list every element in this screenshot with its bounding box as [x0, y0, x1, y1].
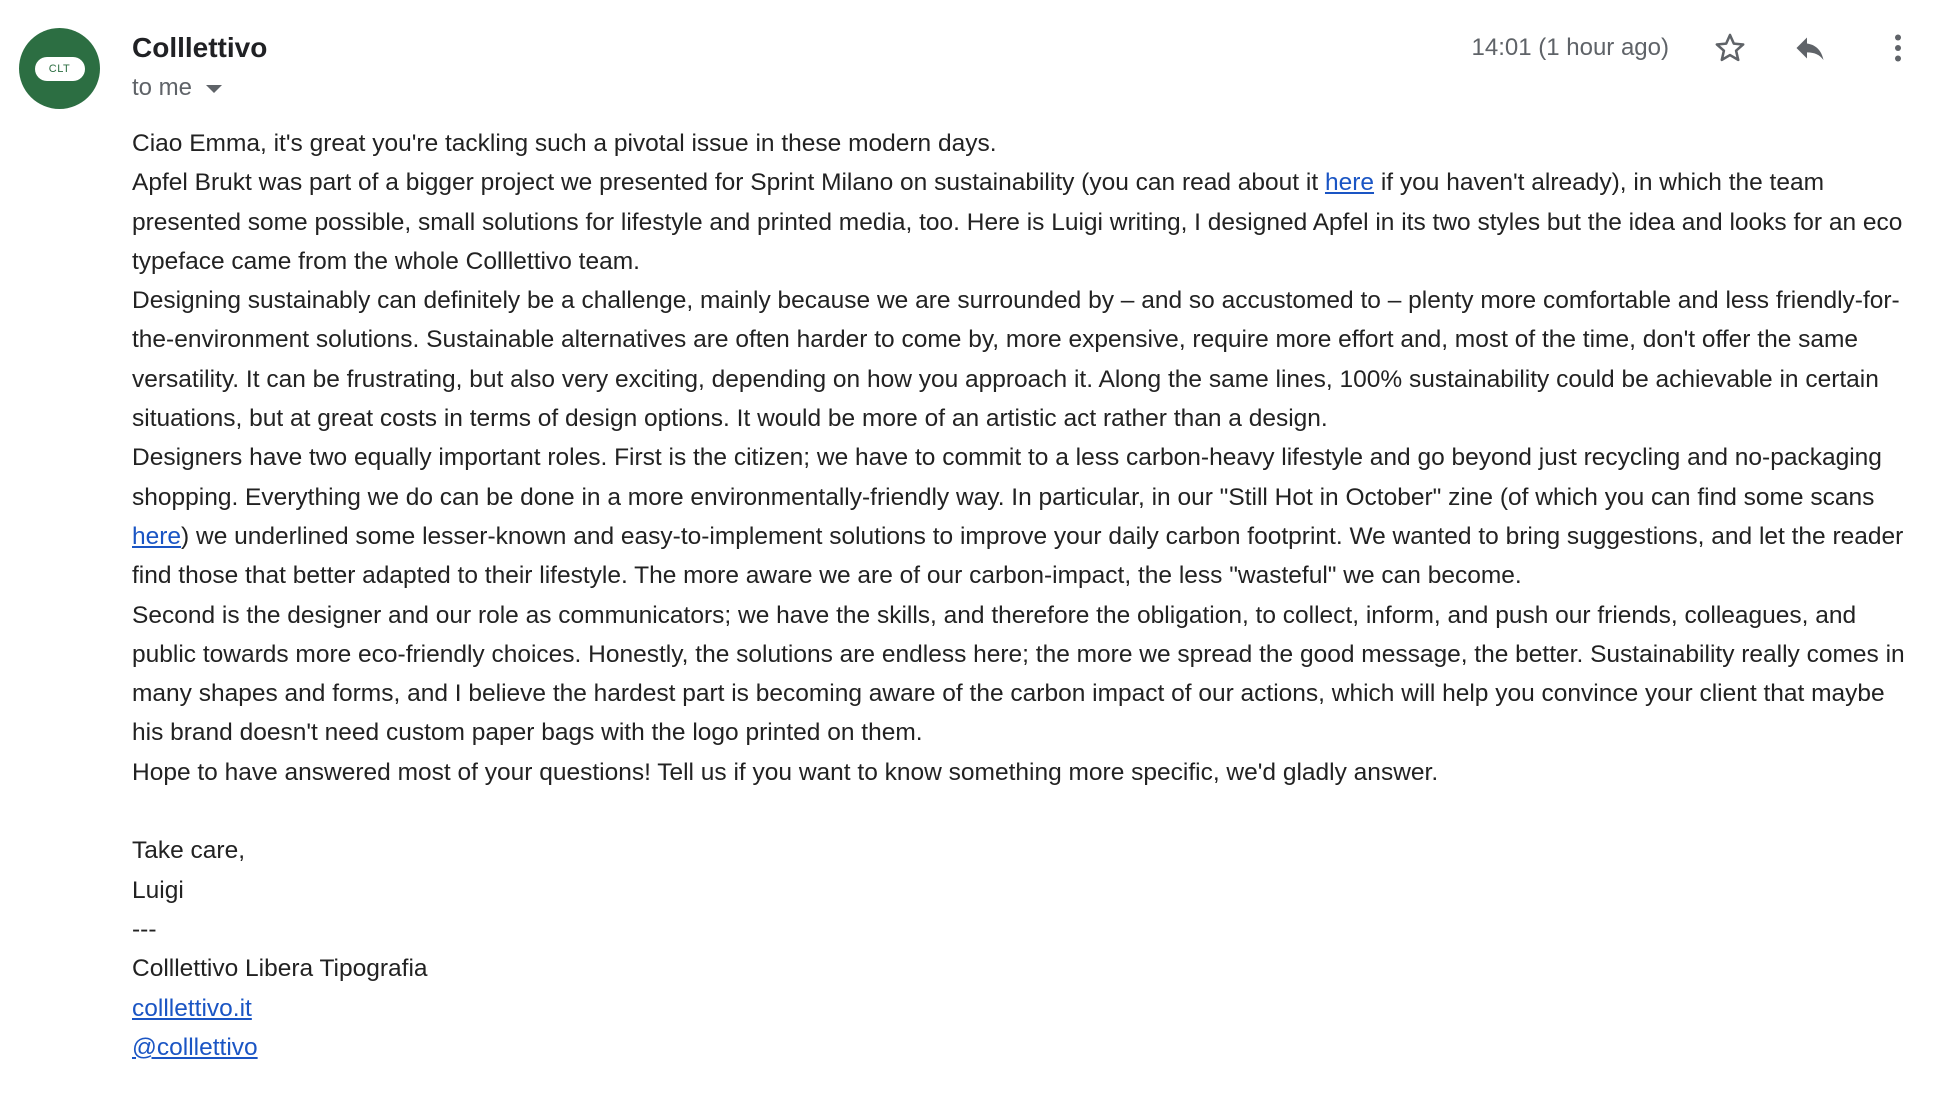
- signature-name: Luigi: [132, 876, 184, 904]
- blank-line: [132, 792, 1912, 831]
- project-here-link[interactable]: here: [1324, 169, 1375, 197]
- signature-org: Colllettivo Libera Tipografia: [132, 955, 428, 983]
- paragraph-sustainability: Designing sustainably can definitely be a challenge, mainly because we are surrounded by – and so accustomed to – plenty more comfortable and less friendly-for-the-environment solutions. Sustainable alternatives are often harder to come by, more expensive, require more effort and, most of the time, don't offer the same versatility. It can be frustrating, but also very exciting, depending on how you approach it. Along the same lines, 100% sustainability could be achievable in certain situations, but at great costs in terms of design options. It would be more of an artistic act rather than a design.: [132, 287, 1900, 433]
- signature-closing: Take care,: [132, 837, 246, 865]
- signature-handle-line: [132, 1028, 1912, 1067]
- paragraph-roles-text-1: Designers have two equally important roles. First is the citizen; we have to commit to a less carbon-heavy lifestyle and go beyond just recycling and no-packaging shopping. Everything we do can be done in a more environmentally-friendly way. In particular, in our "Still Hot in October" zine (of which you can find some scans: [132, 444, 1882, 511]
- star-icon: [1713, 31, 1747, 65]
- more-options-button[interactable]: [1874, 24, 1922, 72]
- recipient-details-toggle[interactable]: [132, 72, 222, 104]
- zine-here-link[interactable]: here: [132, 522, 182, 550]
- signature-separator: ---: [132, 915, 157, 943]
- avatar-logo: [35, 57, 85, 81]
- reply-icon: [1792, 30, 1828, 66]
- paragraph-roles-text-2: ) we underlined some lesser-known and easy-to-implement solutions to improve your daily carbon footprint. We wanted to bring suggestions, and let the reader find those that better adapted to their lifestyle. The more aware we are of our carbon-impact, the less "wasteful" we can become.: [132, 522, 1904, 590]
- social-handle-link[interactable]: @colllettivo: [132, 1033, 258, 1061]
- paragraph-closing: Hope to have answered most of your questions! Tell us if you want to know something more specific, we'd gladly answer.: [132, 758, 1439, 786]
- reply-button[interactable]: [1786, 24, 1834, 72]
- paragraph-project: [132, 163, 1912, 281]
- signature-website-line: [132, 989, 1912, 1028]
- paragraph-project-text-2: if you haven't already), in which the team presented some possible, small solutions for lifestyle and printed media, too. Here is Luigi writing, I designed Apfel in its two styles but the idea and looks for an eco typeface came from the whole Colllettivo team.: [132, 169, 1903, 275]
- message-body: [132, 124, 1912, 1067]
- caret-down-icon[interactable]: [206, 85, 222, 93]
- paragraph-designer-roles: [132, 438, 1912, 595]
- star-button[interactable]: [1706, 24, 1754, 72]
- more-vert-icon: [1880, 30, 1916, 66]
- website-link[interactable]: colllettivo.it: [132, 994, 252, 1022]
- avatar-text: CLT: [48, 62, 71, 75]
- paragraph-greeting: Ciao Emma, it's great you're tackling such a pivotal issue in these modern days.: [132, 130, 997, 157]
- sender-name[interactable]: Colllettivo: [132, 32, 268, 63]
- paragraph-project-text-1: Apfel Brukt was part of a bigger project we presented for Sprint Milano on sustainability (you can read about it: [132, 169, 1325, 197]
- recipient-label: to me: [132, 74, 193, 101]
- paragraph-communicators: Second is the designer and our role as communicators; we have the skills, and therefore the obligation, to collect, inform, and push our friends, colleagues, and public towards more eco-friendly choices. Honestly, the solutions are endless here; the more we spread the good message, the better. Sustainability really comes in many shapes and forms, and I believe the hardest part is becoming aware of the carbon impact of our actions, which will help you convince your client that maybe his brand doesn't need custom paper bags with the logo printed on them.: [132, 601, 1905, 747]
- timestamp: 14:01 (1 hour ago): [1471, 34, 1669, 61]
- avatar[interactable]: [19, 28, 100, 109]
